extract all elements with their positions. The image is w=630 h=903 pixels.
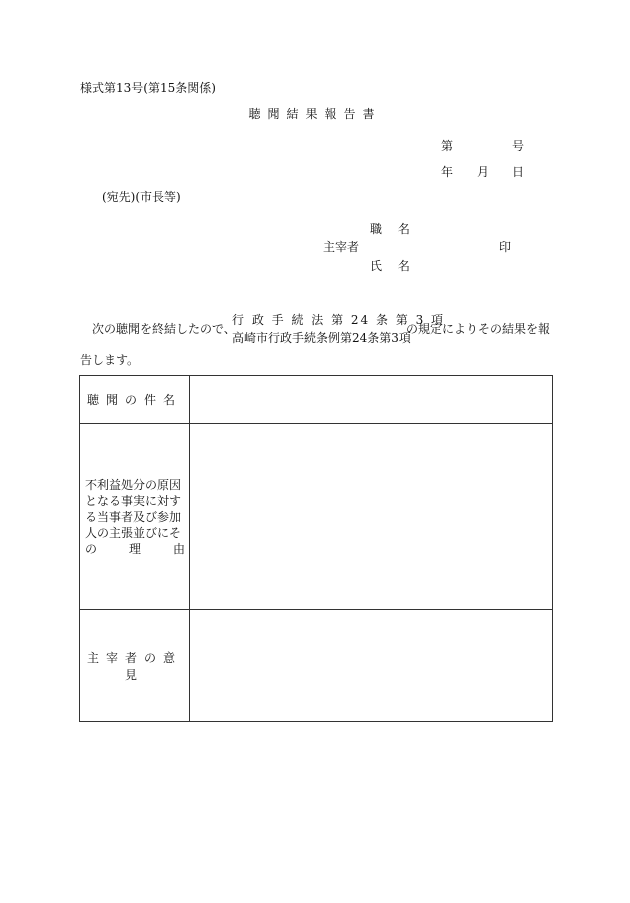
hearing-subject-label: 聴聞の件名 [80, 376, 190, 424]
hearing-subject-field[interactable] [190, 376, 553, 424]
presider-opinion-field[interactable] [190, 610, 553, 722]
claims-label-line: 不利益処分の原因 [85, 477, 182, 492]
table-row [80, 424, 553, 610]
date-year-label: 年 [441, 165, 454, 179]
presider-opinion-label: 主宰者の意見 [80, 610, 190, 722]
claims-label-char: の [85, 541, 98, 556]
presider-label: 主宰者 [323, 240, 360, 254]
reference-number-prefix: 第 [441, 139, 454, 153]
form-number: 様式第13号(第15条関係) [80, 81, 216, 95]
body-tail: の規定によりその結果を報 [406, 322, 551, 336]
table-row [80, 610, 553, 722]
report-table [79, 375, 553, 722]
table-row [80, 376, 553, 424]
post-label: 職 名 [370, 222, 416, 236]
claims-reason-field[interactable] [190, 424, 553, 610]
body-continuation: 告します。 [80, 353, 140, 367]
claims-label-char: 理 [128, 541, 141, 556]
law-reference-1: 行 政 手 続 法 第 24 条 第 3 項 [232, 313, 446, 327]
seal-mark: 印 [499, 240, 512, 254]
claims-label-last-line [85, 541, 189, 557]
date-day-label: 日 [512, 165, 525, 179]
body-lead: 次の聴聞を終結したので、 [92, 322, 236, 336]
claims-label-line: となる事実に対す [85, 493, 182, 508]
reference-number-suffix: 号 [512, 139, 525, 153]
name-label: 氏 名 [370, 259, 416, 273]
claims-label-char: 由 [172, 541, 185, 556]
claims-label-line: 人の主張並びにそ [85, 525, 182, 540]
document-title: 聴聞結果報告書 [248, 107, 382, 121]
addressee: (宛先)(市長等) [102, 190, 181, 204]
law-reference-2: 高崎市行政手続条例第24条第3項 [232, 331, 411, 345]
claims-reason-label [80, 424, 190, 610]
claims-label-line: る当事者及び参加 [85, 509, 182, 524]
date-month-label: 月 [477, 165, 490, 179]
